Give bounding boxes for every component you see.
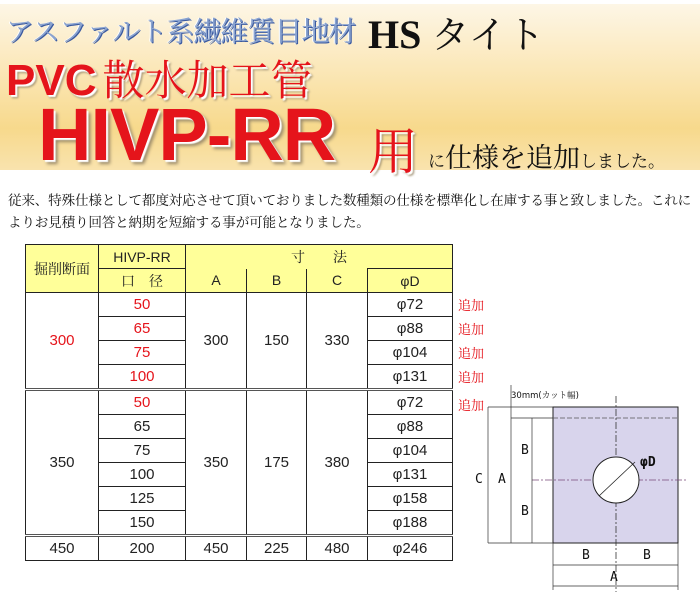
- bore-cell: 50: [99, 390, 186, 415]
- dim-b-top: B: [521, 443, 529, 458]
- dim-a-cell: 450: [186, 536, 247, 561]
- added-badge: 追加: [458, 347, 485, 362]
- dim-d-cell: φ246: [368, 536, 453, 561]
- added-badge: 追加: [458, 399, 485, 414]
- dim-c: C: [475, 472, 483, 487]
- header-b: B: [247, 269, 307, 293]
- header-bore: 口 径: [99, 269, 186, 293]
- dim-d-cell: φ72: [368, 293, 453, 317]
- dim-b-lower-right: B: [643, 548, 651, 563]
- dim-a-left: A: [498, 472, 506, 487]
- table-body: [26, 293, 453, 561]
- intro-paragraph: 従来、特殊仕様として都度対応させて頂いておりました数種類の仕様を標準化し在庫する事と致しました。これによりお見積り回答と納期を短縮する事が可能となりました。: [8, 193, 692, 231]
- bore-cell: 75: [99, 439, 186, 463]
- section-cell: 300: [26, 293, 99, 390]
- section-cell: 350: [26, 390, 99, 536]
- added-badge: 追加: [458, 323, 485, 338]
- dim-c-cell: 380: [307, 390, 368, 536]
- dim-c-cell: 330: [307, 293, 368, 390]
- dim-b-lower-left: B: [582, 548, 590, 563]
- brand-name: [368, 4, 545, 59]
- bore-cell: 65: [99, 415, 186, 439]
- product-pvc: PVC: [6, 56, 97, 105]
- dim-d-cell: φ131: [368, 463, 453, 487]
- dim-d-cell: φ158: [368, 487, 453, 511]
- dim-d-cell: φ104: [368, 439, 453, 463]
- brand-kana: タイト: [431, 13, 545, 57]
- banner-tail: [428, 136, 665, 175]
- banner-you: 用: [368, 123, 418, 181]
- bore-cell: 65: [99, 317, 186, 341]
- header-model: HIVP-RR: [99, 245, 186, 269]
- diagram-lines: [460, 380, 700, 598]
- dim-b-bottom: B: [521, 504, 529, 519]
- dim-d-cell: φ72: [368, 390, 453, 415]
- dim-d-cell: φ188: [368, 511, 453, 536]
- added-badge: 追加: [458, 371, 485, 386]
- spec-table: [25, 244, 453, 561]
- bore-cell: 75: [99, 341, 186, 365]
- dim-d-cell: φ131: [368, 365, 453, 390]
- cross-section-diagram: [460, 380, 700, 598]
- header-section: 掘削断面: [26, 245, 99, 293]
- dim-d-cell: φ88: [368, 415, 453, 439]
- dim-a-bottom: A: [610, 570, 618, 585]
- table-row: [26, 536, 453, 561]
- header-d: φD: [368, 269, 453, 293]
- section-cell: 450: [26, 536, 99, 561]
- bore-cell: 200: [99, 536, 186, 561]
- dim-b-cell: 225: [247, 536, 307, 561]
- dim-b-cell: 150: [247, 293, 307, 390]
- table-row: [26, 293, 453, 317]
- added-badge: 追加: [458, 299, 485, 314]
- dim-a-cell: 300: [186, 293, 247, 390]
- banner-subtitle: アスファルト系繊維質目地材: [6, 15, 356, 48]
- dim-b-cell: 175: [247, 390, 307, 536]
- table-row: [26, 390, 453, 415]
- banner-model: HIVP-RR: [38, 93, 336, 176]
- tail-shiyou: 仕様を追加: [445, 143, 580, 174]
- brand-en: HS: [368, 12, 422, 57]
- bore-cell: 125: [99, 487, 186, 511]
- dim-c-cell: 480: [307, 536, 368, 561]
- header-dimensions: 寸 法: [186, 245, 453, 269]
- product-kanji: 散水加工管: [102, 56, 313, 105]
- tail-end: しました。: [580, 152, 665, 172]
- header-a: A: [186, 269, 247, 293]
- dim-a-cell: 350: [186, 390, 247, 536]
- header-c: C: [307, 269, 368, 293]
- title-banner: [0, 4, 700, 181]
- tail-ni: に: [428, 152, 445, 172]
- bore-cell: 100: [99, 463, 186, 487]
- bore-cell: 100: [99, 365, 186, 390]
- bore-cell: 150: [99, 511, 186, 536]
- dim-phi-d: φD: [640, 455, 656, 470]
- bore-cell: 50: [99, 293, 186, 317]
- dim-d-cell: φ88: [368, 317, 453, 341]
- cut-width-caption: 30mm(カット幅): [511, 391, 579, 401]
- dim-d-cell: φ104: [368, 341, 453, 365]
